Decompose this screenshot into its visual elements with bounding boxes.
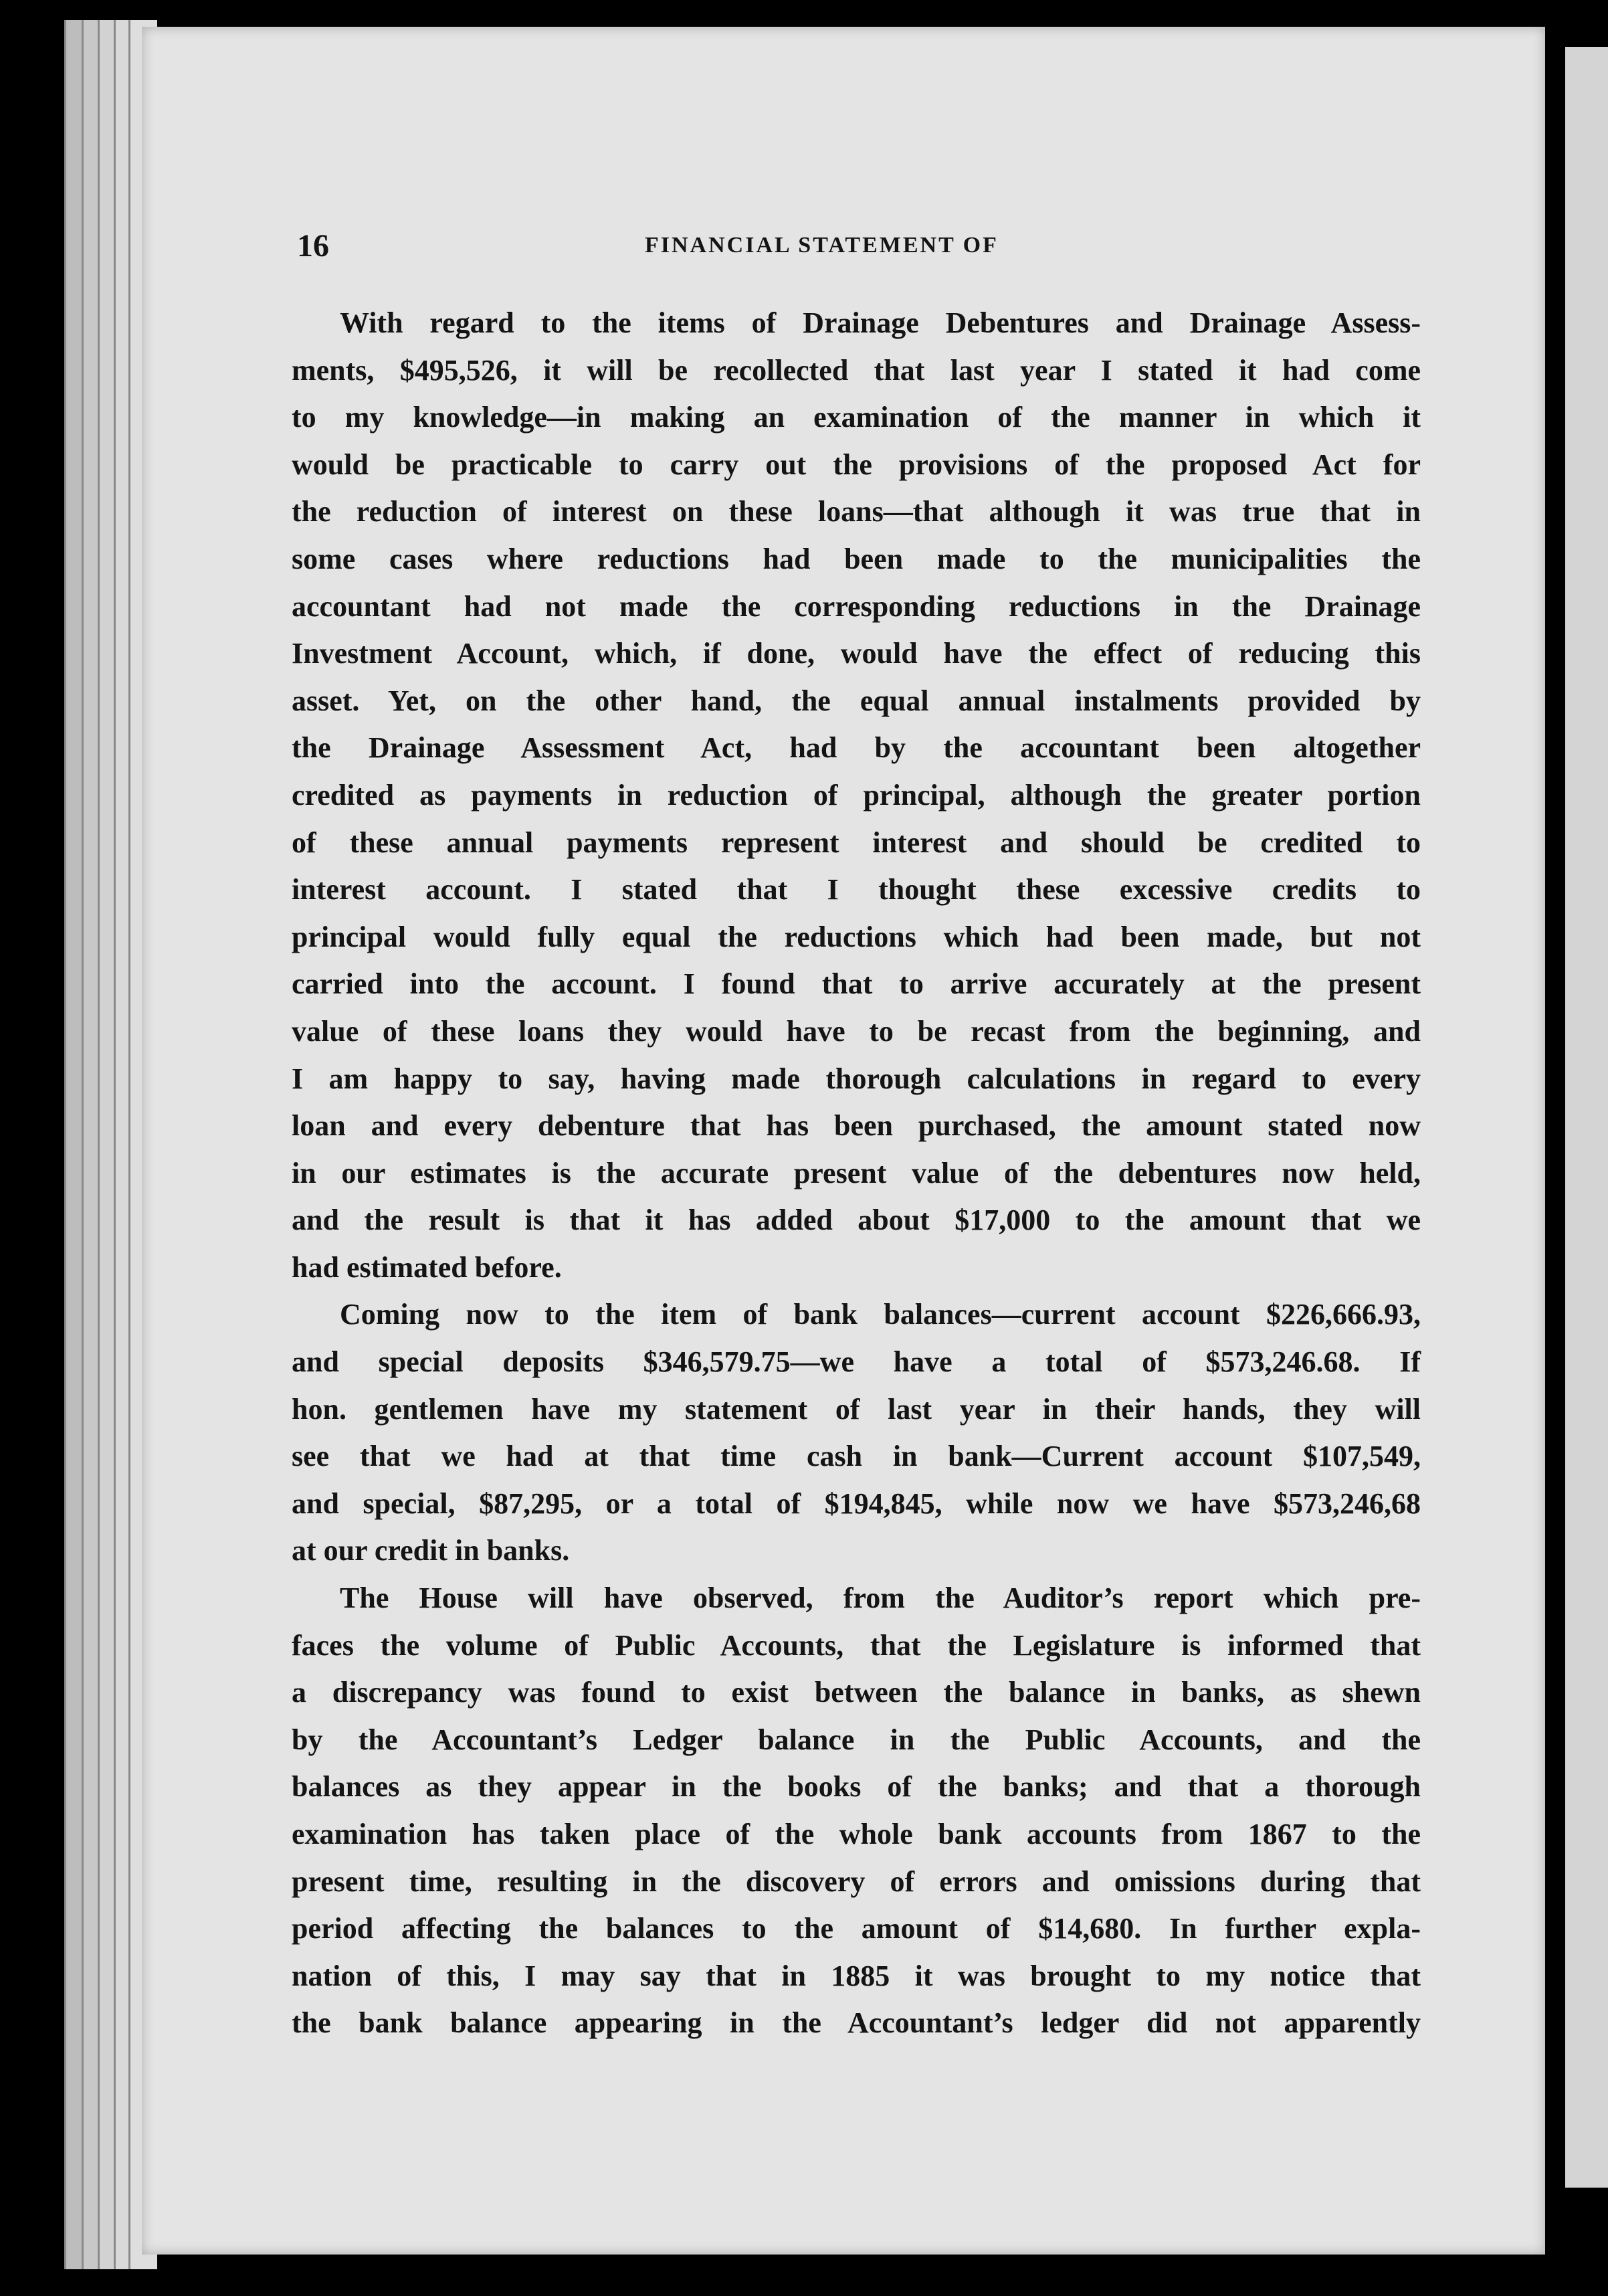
text-line: the Drainage Assessment Act, had by the accountant been altogether [292,731,1421,765]
text-line: of these annual payments represent interest and should be credited to [292,826,1421,859]
text-line: see that we had at that time cash in bank—Current account $107,549, [292,1440,1421,1473]
text-line: would be practicable to carry out the provisions of the proposed Act for [292,448,1421,481]
text-line: the bank balance appearing in the Accountant’s ledger did not apparently [292,2006,1421,2040]
text-line: carried into the account. I found that to arrive accurately at the present [292,967,1421,1001]
text-line: Investment Account, which, if done, would have the effect of reducing this [292,637,1421,670]
text-line: examination has taken place of the whole bank accounts from 1867 to the [292,1818,1421,1850]
text-line: interest account. I stated that I thought these excessive credits to [292,873,1421,906]
text-line: the reduction of interest on these loans—that although it was true that in [292,495,1421,529]
text-line: some cases where reductions had been made to the municipalities the [292,542,1421,575]
text-line: credited as payments in reduction of principal, although the greater portion [292,778,1421,811]
text-line: period affecting the balances to the amount of $14,680. In further expla- [292,1912,1421,1945]
text-line: asset. Yet, on the other hand, the equal annual instalments provided by [292,684,1421,717]
page-header [297,227,1407,281]
adjacent-page-edge [1565,47,1608,2188]
text-line: at our credit in banks. [292,1534,570,1567]
text-line: ments, $495,526, it will be recollected that last year I stated it had come [292,353,1421,387]
text-line: With regard to the items of Drainage Debentures and Drainage Assess- [340,306,1421,339]
paragraph [292,1575,1421,2047]
text-line: nation of this, I may say that in 1885 it was brought to my notice that [292,1959,1421,1992]
running-head: FINANCIAL STATEMENT OF [645,233,999,258]
text-line: I am happy to say, having made thorough calculations in regard to every [292,1062,1421,1095]
text-line: accountant had not made the corresponding reductions in the Drainage [292,589,1421,623]
text-line: in our estimates is the accurate present value of the debentures now held, [292,1156,1421,1189]
paragraph [292,1291,1421,1575]
text-line: and special deposits $346,579.75—we have a total of $573,246.68. If [292,1345,1421,1379]
text-line: Coming now to the item of bank balances—current account $226,666.93, [340,1298,1421,1331]
paragraph [292,300,1421,1291]
text-line: loan and every debenture that has been purchased, the amount stated now [292,1109,1421,1143]
text-line: present time, resulting in the discovery of errors and omissions during that [292,1864,1421,1898]
text-line: balances as they appear in the books of the banks; and that a thorough [292,1770,1421,1804]
text-line: principal would fully equal the reductions which had been made, but not [292,920,1421,953]
body-text [292,300,1421,2047]
page-number: 16 [297,228,329,264]
text-line: and the result is that it has added about $17,000 to the amount that we [292,1204,1421,1237]
text-line: and special, $87,295, or a total of $194,845, while now we have $573,246,68 [292,1487,1421,1520]
text-line: faces the volume of Public Accounts, that the Legislature is informed that [292,1628,1421,1662]
paragraphs [292,300,1421,2047]
text-line: had estimated before. [292,1250,562,1284]
text-line: by the Accountant’s Ledger balance in the Public Accounts, and the [292,1723,1421,1756]
text-line: The House will have observed, from the Auditor’s report which pre- [340,1582,1421,1615]
text-line: hon. gentlemen have my statement of last year in their hands, they will [292,1392,1421,1426]
text-line: a discrepancy was found to exist between the balance in banks, as shewn [292,1676,1421,1709]
text-line: value of these loans they would have to be recast from the beginning, and [292,1014,1421,1048]
text-line: to my knowledge—in making an examination of the manner in which it [292,401,1421,434]
